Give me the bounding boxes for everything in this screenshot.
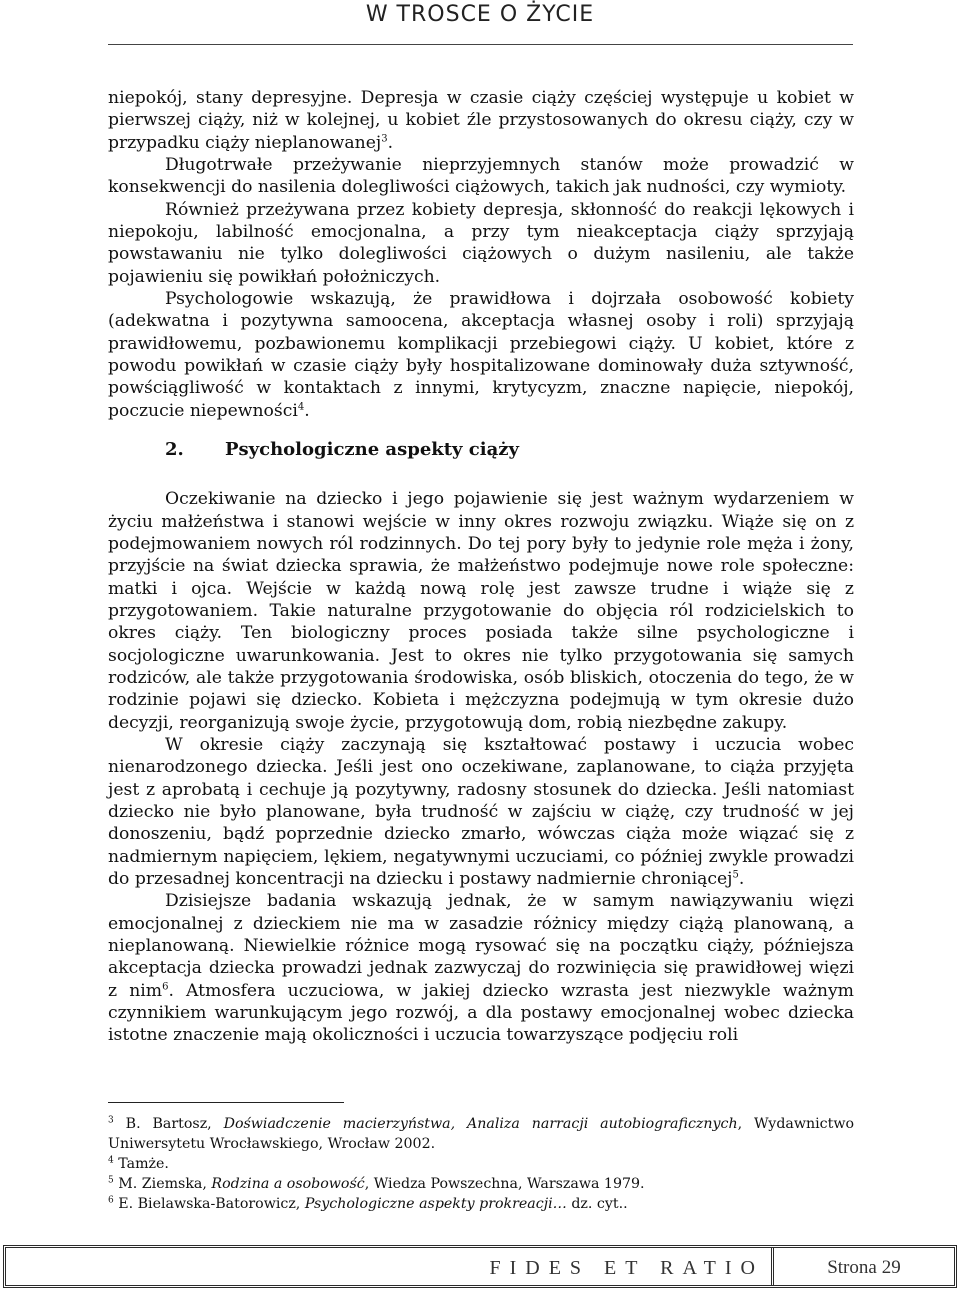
paragraph: Psychologowie wskazują, że prawidłowa i dojrzała osobowość kobiety (adekwatna i pozytywna samoocena, akceptacja własnej osoby i roli) sprzyjają prawidłowemu, pozbawionemu komplikacji przebiegowi ciąży. U kobiet, które z powodu powikłań w czasie ciąży były hospitalizowane dominowały duża sztywność, powściągliwość w kontaktach z innymi, krytycyzm, znaczne napięcie, niepokój, poczucie niepewności$^4$. (108, 289, 854, 421)
paragraph: niepokój, stany depresyjne. Depresja w czasie ciąży częściej występuje u kobiet w pierwszej ciąży, niż w kolejnej, u kobiet źle przystosowanych do okresu ciąży, czy w przypadku ciąży nieplanowanej$^3$. (108, 88, 854, 153)
page-number-box (771, 1248, 954, 1285)
paragraph: W okresie ciąży zaczynają się kształtować postawy i uczucia wobec nienarodzonego dziecka. Jeśli jest ono oczekiwane, zaplanowane, to ciąża przyjęta jest z aprobatą i cechuje ją pozytywny, radosny stosunek do dziecka. Jeśli natomiast dziecko nie było planowane, była trudność w zajściu w ciążę, czy trudność w jej donoszeniu, bądź poprzednie dziecko zmarło, wówczas ciąża może wiązać się z nadmiernym napięciem, lękiem, negatywnymi uczuciami, co później zwykle prowadzi do przesadnej koncentracji na dziecku i postawy nadmiernie chroniącej$^5$. (108, 734, 854, 889)
footnote (108, 1154, 854, 1174)
footnote-text: B. Bartosz, (125, 1116, 224, 1132)
footnote-number: 5 (108, 1175, 114, 1186)
running-head: W TROSCE O ŻYCIE (365, 2, 595, 27)
main-text (108, 87, 854, 1047)
footnote-ref: 4 (297, 401, 305, 413)
footnote-text: E. Bielawska-Batorowicz, (118, 1196, 305, 1212)
footnote-text: M. Ziemska, (118, 1176, 212, 1192)
footnote-number: 4 (108, 1155, 114, 1166)
footnote-text: dz. cyt.. (566, 1196, 628, 1212)
section-heading (165, 439, 854, 461)
page-footer (3, 1245, 957, 1288)
footnote-text: , Wydawnictwo Uniwersytetu Wrocławskiego, Wrocław 2002. (108, 1116, 855, 1152)
paragraph-text: niepokój, stany depresyjne. Depresja w czasie ciąży częściej występuje u kobiet w pierwszej ciąży, niż w kolejnej, u kobiet źle przystosowanych do okresu ciąży, czy w przypadku ciąży nieplanowanej (108, 88, 854, 153)
footer-brand: FIDES ET RATIO (489, 1257, 764, 1279)
paragraph-text: Atmosfera uczuciowa, w jakiej dziecko wzrasta jest niezwykle ważnym czynnikiem warunkującym jego rozwój, a dla postawy emocjonalnej wobec dziecka istotne znaczenie mają okoliczności i uczucia towarzyszące podjęciu roli (108, 980, 854, 1046)
footnote (108, 1194, 854, 1214)
section-number: 2. (165, 439, 184, 461)
paragraph: Również przeżywana przez kobiety depresja, skłonność do reakcji lękowych i niepokoju, labilność emocjonalna, a przy tym nieakceptacja ciąży sprzyjają powstawaniu nie tylko dolegliwości ciążowych o dużym nasileniu, ale także pojawieniu się powikłań położniczych. (108, 199, 854, 287)
paragraph-text: W okresie ciąży zaczynają się kształtować postawy i uczucia wobec nienarodzonego dziecka. Jeśli jest ono oczekiwane, zaplanowane, to ciąża przyjęta jest z aprobatą i cechuje ją pozytywny, radosny stosunek do dziecka. Jeśli natomiast dziecko nie było planowane, była trudność w zajściu w ciążę, czy trudność w jej donoszeniu, bądź poprzednie dziecko zmarło, wówczas ciąża może wiązać się z nadmiernym napięciem, lękiem, negatywnymi uczuciami, co później zwykle prowadzi do przesadnej koncentracji na dziecku i postawy nadmiernie chroniącej (108, 734, 854, 889)
footnote-title: Rodzina a osobowość (211, 1176, 365, 1192)
footnote-number: 6 (108, 1195, 114, 1206)
section-title: Psychologiczne aspekty ciąży (225, 439, 519, 461)
header-rule (108, 44, 853, 45)
footnote-title: Doświadczenie macierzyństwa, Analiza narracji autobiograficznych (223, 1116, 738, 1132)
footnote-text: , Wiedza Powszechna, Warszawa 1979. (364, 1176, 645, 1192)
footnote-number: 3 (108, 1115, 114, 1126)
footnote-ref: 6 (162, 980, 169, 992)
footnote-ref: 5 (732, 869, 739, 881)
page-label: Strona (827, 1257, 877, 1278)
paragraph-text: Dzisiejsze badania wskazują jednak, że w samym nawiązywaniu więzi emocjonalnej z dzieckiem nie ma w zasadzie różnicy między ciążą planowaną, a nieplanowaną. Niewielkie różnice mogą rysować się na początku ciąży, późniejsza akceptacja dziecka prowadzi jednak zazwyczaj do rozwinięcia się prawidłowej więzi z nim (108, 891, 854, 1001)
paragraph: Dzisiejsze badania wskazują jednak, że w samym nawiązywaniu więzi emocjonalnej z dzieckiem nie ma w zasadzie różnicy między ciążą planowaną, a nieplanowaną. Niewielkie różnice mogą rysować się na początku ciąży, późniejsza akceptacja dziecka prowadzi jednak zazwyczaj do rozwinięcia się prawidłowej więzi z nim$^6$. Atmosfera uczuciowa, w jakiej dziecko wzrasta jest niezwykle ważnym czynnikiem warunkującym jego rozwój, a dla postawy emocjonalnej wobec dziecka istotne znaczenie mają okoliczności i uczucia towarzyszące podjęciu roli (108, 891, 854, 1046)
footnote-ref: 3 (381, 132, 388, 144)
footnote-text: Tamże. (118, 1156, 169, 1172)
paragraph-text: Psychologowie wskazują, że prawidłowa i dojrzała osobowość kobiety (adekwatna i pozytywna samoocena, akceptacja własnej osoby i roli) sprzyjają prawidłowemu, pozbawionemu komplikacji przebiegowi ciąży. U kobiet, które z powodu powikłań w czasie ciąży były hospitalizowane dominowały duża sztywność, powściągliwość w kontaktach z innymi, krytycyzm, znaczne napięcie, niepokój, poczucie niepewności (108, 289, 854, 421)
footnotes (108, 1114, 854, 1214)
footnote (108, 1174, 854, 1194)
paragraph: Długotrwałe przeżywanie nieprzyjemnych stanów może prowadzić w konsekwencji do nasilenia dolegliwości ciążowych, takich jak nudności, czy wymioty. (108, 155, 854, 198)
footnote (108, 1114, 854, 1154)
paragraph: Oczekiwanie na dziecko i jego pojawienie się jest ważnym wydarzeniem w życiu małżeństwa i stanowi wejście w inny okres rozwoju związku. Wiąże się on z podejmowaniem nowych ról rodzinnych. Do tej pory były to jedynie role męża i żony, przyjście na świat dziecka sprawia, że małżeństwo podejmuje nowe role społeczne: matki i ojca. Wejście w każdą nową rolę jest zawsze trudne i wiąże się z przygotowaniem. Takie naturalne przygotowanie do objęcia ról rodzicielskich to okres ciąży. Ten biologiczny proces posiada także silne psychologiczne i socjologiczne uwarunkowania. Jest to okres nie tylko przygotowania się samych rodziców, ale także przygotowania środowiska, osób bliskich, otoczenia do tego, że w rodzinie pojawi się dziecko. Kobieta i mężczyzna podejmują w tym okresie dużo decyzji, reorganizują swoje życie, przygotowują dom, robią niezbędne zakupy. (108, 489, 854, 733)
footnote-title: Psychologiczne aspekty prokreacji… (304, 1196, 567, 1212)
page-number: 29 (881, 1257, 901, 1278)
footnote-rule (108, 1102, 344, 1103)
